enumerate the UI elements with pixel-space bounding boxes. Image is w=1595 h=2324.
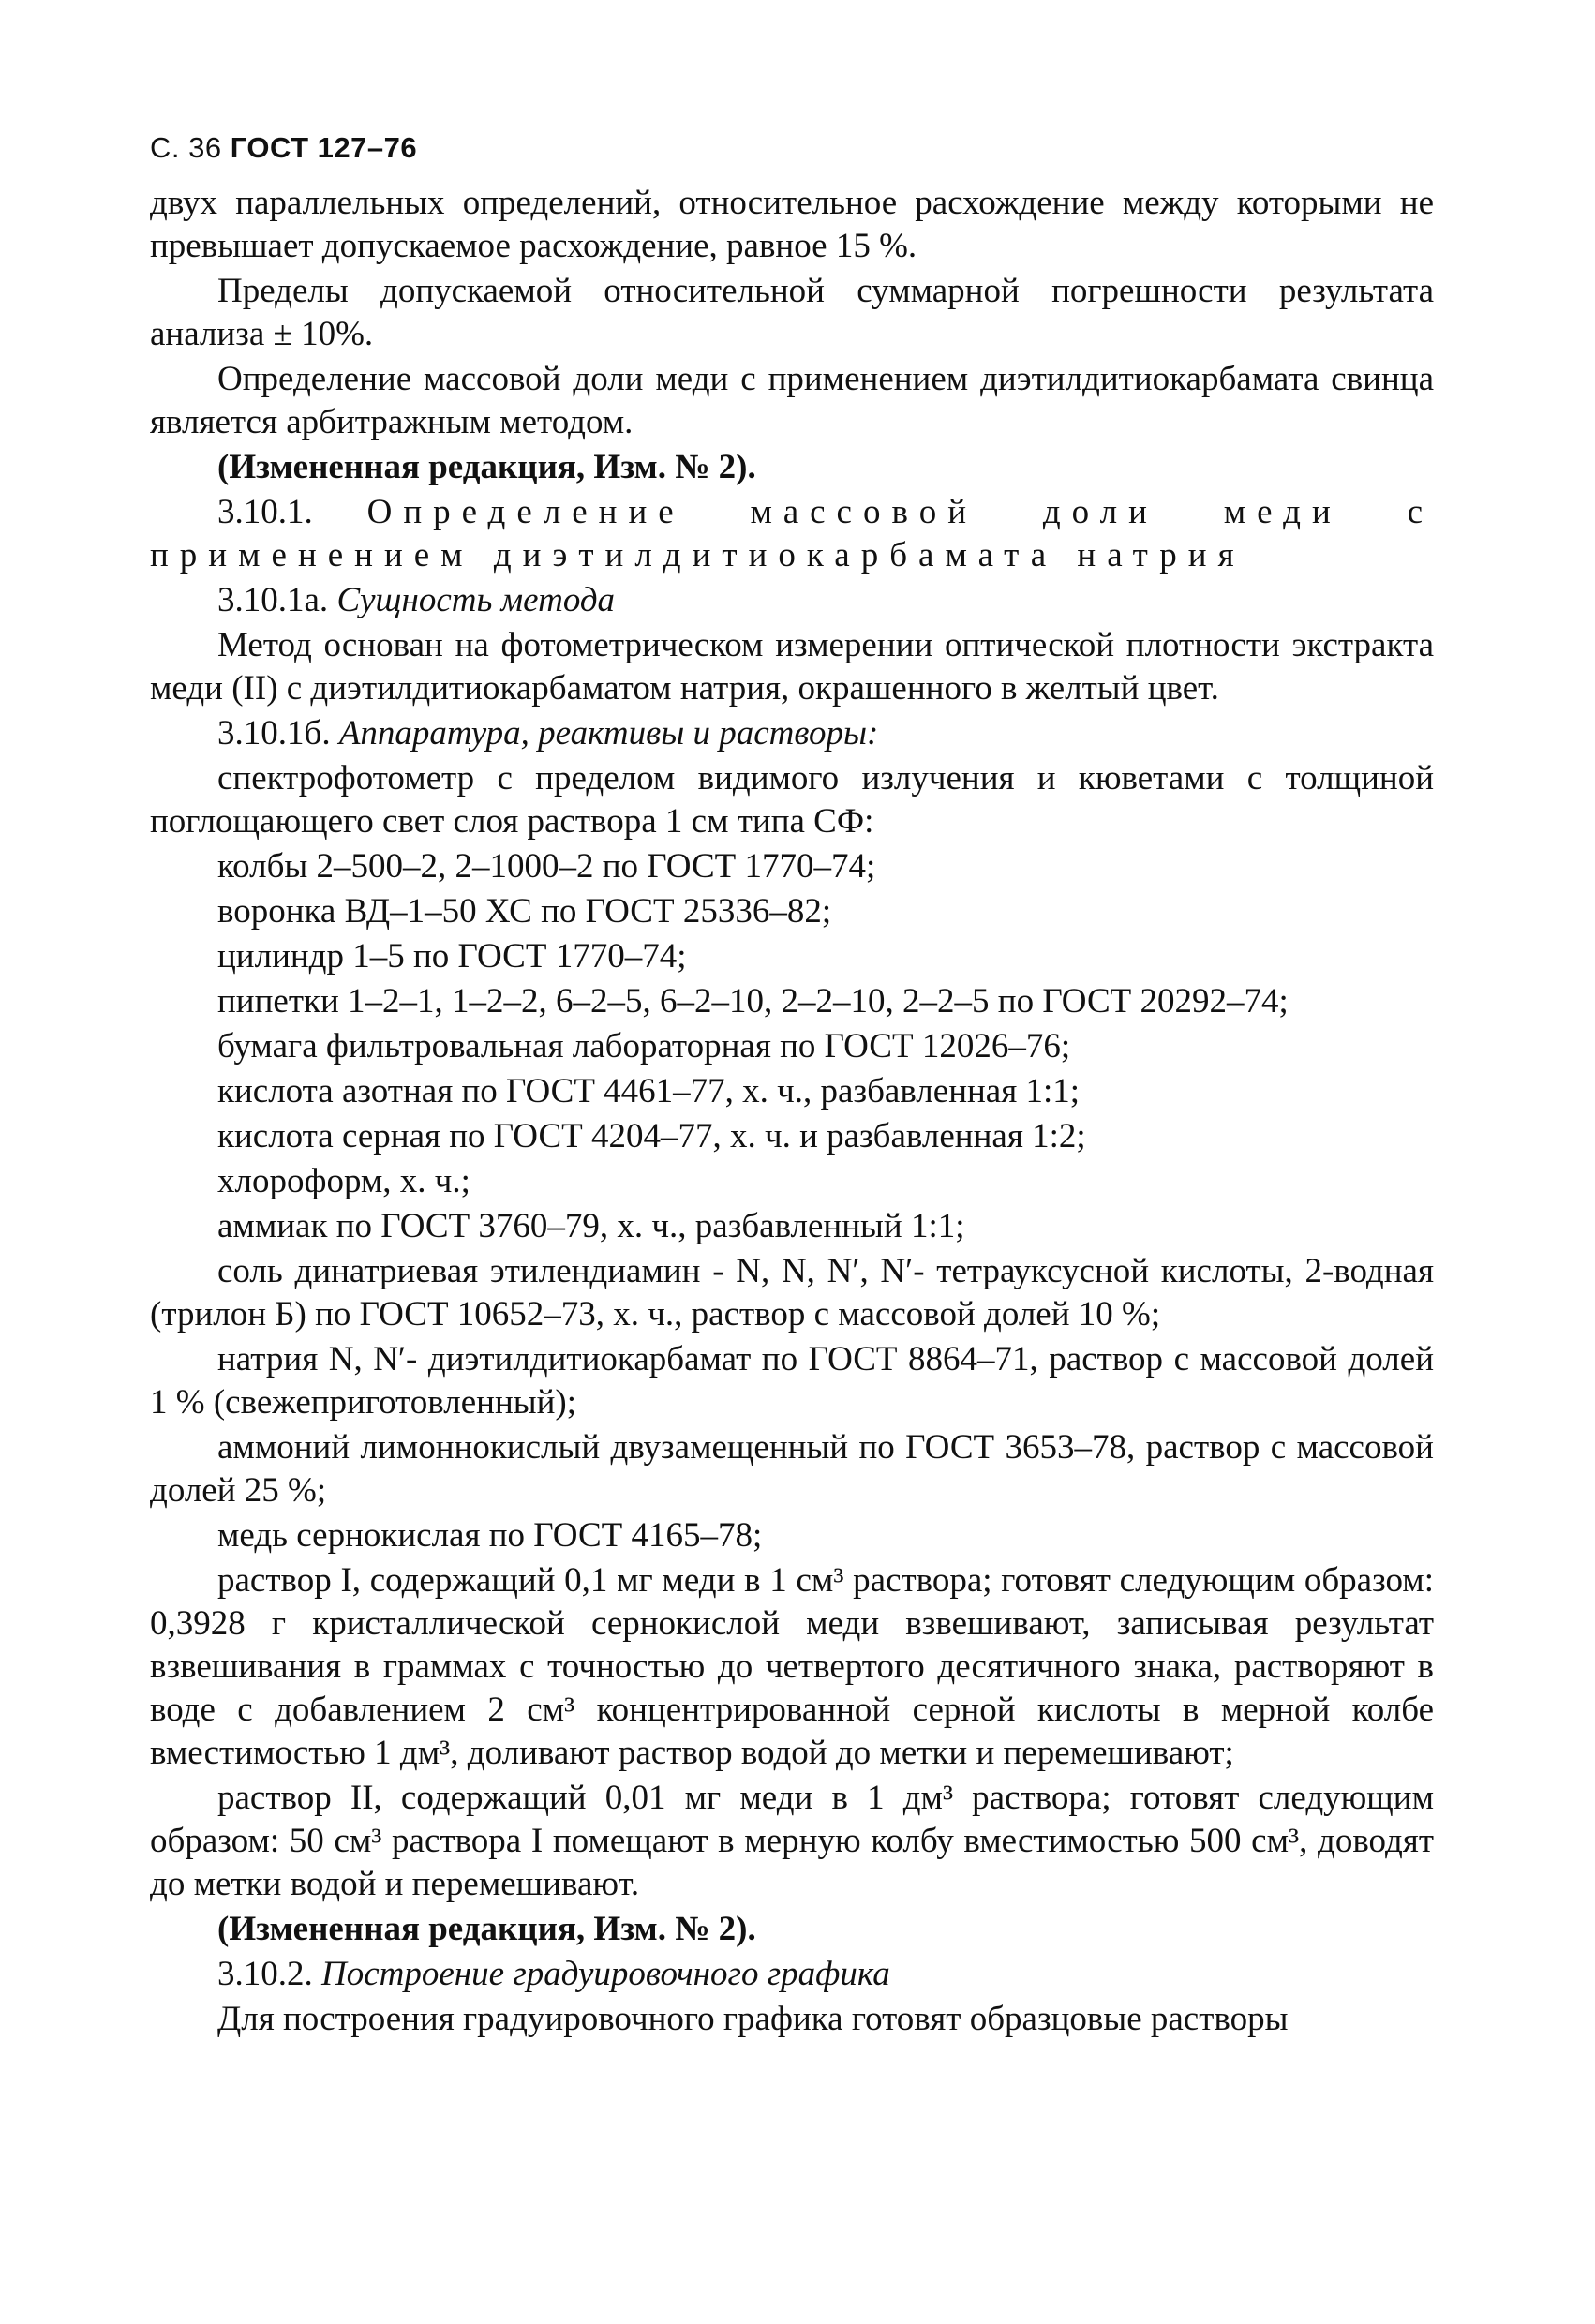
subsection-title: Сущность метода	[336, 581, 616, 619]
subsection-heading	[150, 1953, 1434, 1996]
amendment-note: (Измененная редакция, Изм. № 2).	[217, 448, 756, 486]
subsection-number: 3.10.1а.	[217, 581, 329, 619]
list-item: раствор I, содержащий 0,1 мг меди в 1 см³ раствора; готовят следующим образом: 0,3928 г кристаллической сернокислой меди взвешивают, записывая результат взвешивания в граммах с точностью до четвертого десятичного знака, растворяют в воде с добавлением 2 см³ концентрированной серной кислоты в мерной колбе вместимостью 1 дм³, доливают раствор водой до метки и перемешивают;	[150, 1561, 1434, 1772]
subsection-heading	[150, 579, 1434, 622]
subsection-heading	[150, 712, 1434, 755]
paragraph: Для построения градуировочного графика готовят образцовые растворы	[217, 2000, 1289, 2038]
subsection-number: 3.10.1б.	[217, 714, 331, 752]
list-item: хлороформ, х. ч.;	[217, 1162, 470, 1200]
list-item: воронка ВД–1–50 ХС по ГОСТ 25336–82;	[217, 892, 832, 931]
subsection-title: Аппаратура, реактивы и растворы:	[338, 714, 879, 752]
list-item: кислота серная по ГОСТ 4204–77, х. ч. и разбавленная 1:2;	[217, 1117, 1086, 1155]
list-item: кислота азотная по ГОСТ 4461–77, х. ч., разбавленная 1:1;	[217, 1072, 1081, 1110]
section-heading	[150, 491, 1434, 577]
section-title: Определение массовой доли меди с применением диэтилдитиокарбамата натрия	[150, 493, 1435, 574]
list-item: цилиндр 1–5 по ГОСТ 1770–74;	[217, 937, 687, 976]
list-item: раствор II, содержащий 0,01 мг меди в 1 дм³ раствора; готовят следующим образом: 50 см³ раствора I помещают в мерную колбу вместимостью 500 см³, доводят до метки водой и перемешивают.	[150, 1779, 1434, 1903]
list-item: аммоний лимоннокислый двузамещенный по ГОСТ 3653–78, раствор с массовой долей 25 %;	[150, 1428, 1434, 1510]
amendment-note: (Измененная редакция, Изм. № 2).	[217, 1910, 756, 1948]
paragraph: двух параллельных определений, относительное расхождение между которыми не превышает допускаемое расхождение, равное 15 %.	[150, 184, 1434, 265]
paragraph: Определение массовой доли меди с применением диэтилдитиокарбамата свинца является арбитражным методом.	[150, 360, 1434, 441]
paragraph: Пределы допускаемой относительной суммарной погрешности результата анализа ± 10%.	[150, 272, 1434, 353]
list-item: соль динатриевая этилендиамин - N, N, N′, N′- тетрауксусной кислоты, 2-водная (трилон Б) по ГОСТ 10652–73, х. ч., раствор с массовой долей 10 %;	[150, 1252, 1434, 1333]
list-item: колбы 2–500–2, 2–1000–2 по ГОСТ 1770–74;	[217, 847, 876, 886]
list-item: аммиак по ГОСТ 3760–79, х. ч., разбавленный 1:1;	[217, 1207, 965, 1245]
subsection-title: Построение градуировочного графика	[321, 1955, 890, 1993]
document-page	[150, 131, 1434, 2043]
page-number: С. 36	[150, 131, 222, 164]
paragraph: Метод основан на фотометрическом измерении оптической плотности экстракта меди (II) с диэтилдитиокарбаматом натрия, окрашенного в желтый цвет.	[150, 626, 1434, 708]
section-number: 3.10.1.	[217, 493, 313, 531]
list-item: медь сернокислая по ГОСТ 4165–78;	[217, 1516, 763, 1555]
list-item: спектрофотометр с пределом видимого излучения и кюветами с толщиной поглощающего свет слоя раствора 1 см типа СФ:	[150, 759, 1434, 841]
list-item: бумага фильтровальная лабораторная по ГОСТ 12026–76;	[217, 1027, 1071, 1065]
list-item: натрия N, N′- диэтилдитиокарбамат по ГОСТ 8864–71, раствор с массовой долей 1 % (свежеприготовленный);	[150, 1340, 1434, 1422]
standard-title: ГОСТ 127–76	[230, 131, 418, 164]
page-header	[150, 131, 1434, 165]
subsection-number: 3.10.2.	[217, 1955, 313, 1993]
list-item: пипетки 1–2–1, 1–2–2, 6–2–5, 6–2–10, 2–2–10, 2–2–5 по ГОСТ 20292–74;	[217, 982, 1289, 1020]
